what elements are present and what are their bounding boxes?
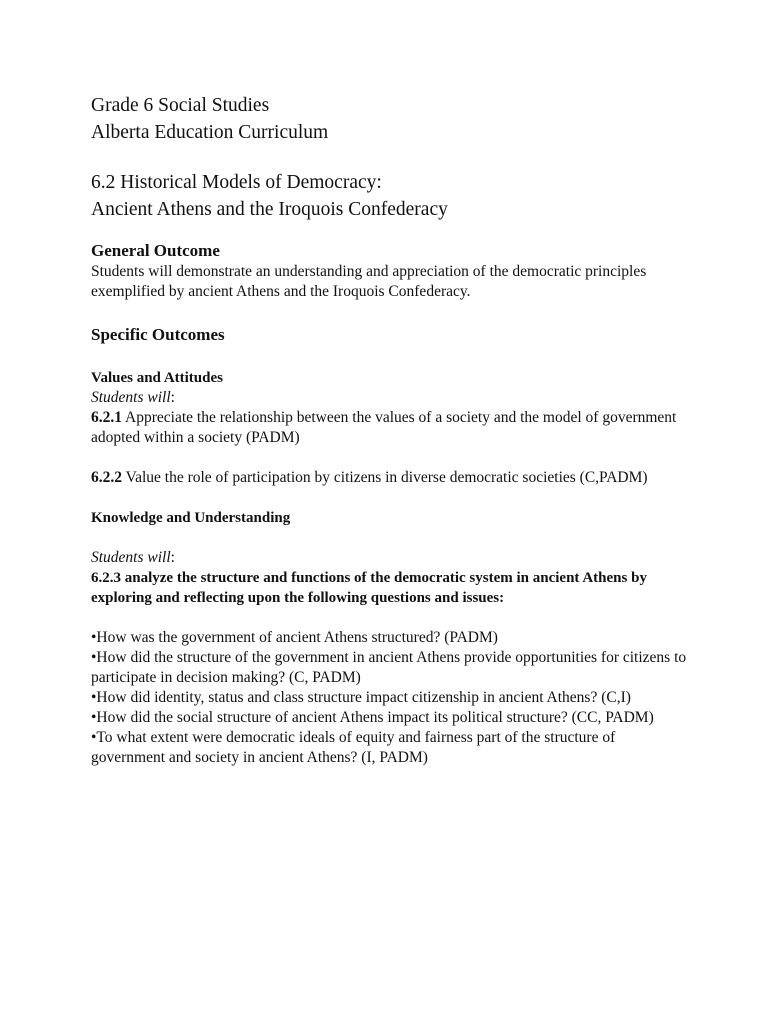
students-will-label: Students will:	[91, 389, 175, 406]
outcome-6-2-1: 6.2.1 Appreciate the relationship between the values of a society and the model of government adopted within a society (PADM)	[91, 409, 677, 446]
curriculum-title: Alberta Education Curriculum	[91, 122, 329, 143]
list-item: •How did the structure of the government in ancient Athens provide opportunities for citizens to participate in decision making? (C, PADM)	[91, 649, 687, 686]
general-outcome-text: Students will demonstrate an understanding and appreciation of the democratic principles exemplified by ancient Athens and the Iroquois Confederacy.	[91, 263, 647, 300]
values-attitudes-heading: Values and Attitudes	[91, 370, 223, 386]
course-title: Grade 6 Social Studies	[91, 95, 270, 116]
specific-outcomes-heading: Specific Outcomes	[91, 325, 225, 344]
outcome-number: 6.2.2	[91, 469, 122, 486]
list-item: •How was the government of ancient Athens structured? (PADM)	[91, 629, 498, 646]
outcome-6-2-3: 6.2.3 analyze the structure and functions of the democratic system in ancient Athens by exploring and reflecting upon the following questions and issues:	[91, 570, 647, 606]
outcome-number: 6.2.1	[91, 409, 122, 426]
document-page	[91, 92, 691, 768]
list-item: •How did the social structure of ancient Athens impact its political structure? (CC, PADM)	[91, 709, 654, 726]
list-item: •To what extent were democratic ideals of equity and fairness part of the structure of government and society in ancient Athens? (I, PADM)	[91, 729, 616, 766]
unit-title: 6.2 Historical Models of Democracy:	[91, 172, 382, 193]
knowledge-heading: Knowledge and Understanding	[91, 510, 291, 526]
unit-subtitle: Ancient Athens and the Iroquois Confederacy	[91, 199, 448, 220]
question-list	[91, 628, 691, 768]
students-will-label: Students will:	[91, 549, 175, 566]
general-outcome-heading: General Outcome	[91, 241, 220, 260]
outcome-6-2-2: 6.2.2 Value the role of participation by citizens in diverse democratic societies (C,PADM)	[91, 469, 648, 486]
list-item: •How did identity, status and class structure impact citizenship in ancient Athens? (C,I)	[91, 689, 631, 706]
